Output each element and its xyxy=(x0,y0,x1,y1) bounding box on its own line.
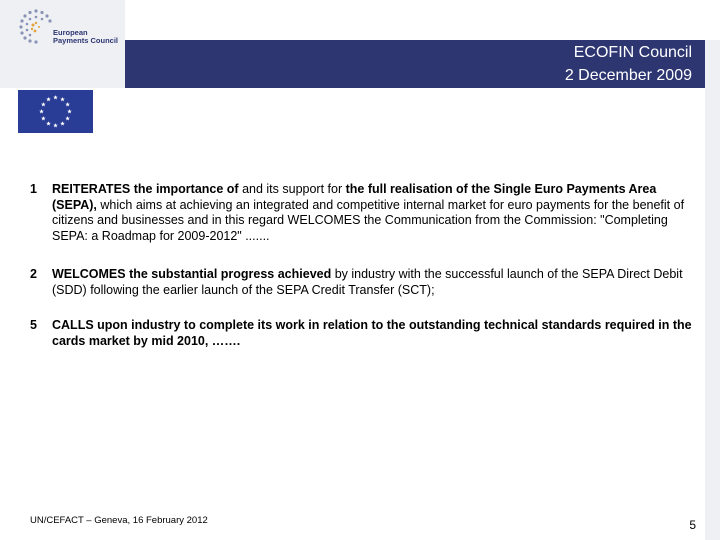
eu-flag-icon xyxy=(18,90,93,133)
item-text xyxy=(52,318,702,349)
item-text-run: which aims at achieving an integrated and competitive internal market for euro payments for the benefit of citizens and businesses and in this regard WELCOMES the Communication from the Commission: "Completing SEPA: a Roadmap for 2009-2012" ....... xyxy=(52,197,685,243)
logo-text xyxy=(53,29,118,45)
title-line1: ECOFIN Council xyxy=(573,44,692,61)
slide-title xyxy=(565,41,692,87)
item-text-run: by industry with the successful launch of the SEPA Direct Debit (SDD) following the earlier launch of the SEPA Credit Transfer (SCT); xyxy=(52,267,683,297)
item-text-run: and its support for xyxy=(242,182,346,196)
item-text-run: WELCOMES the substantial progress achieved xyxy=(52,267,335,281)
logo-line1: European xyxy=(53,28,88,37)
item-number: 1 xyxy=(30,182,37,196)
item-number: 2 xyxy=(30,267,37,281)
epc-logo xyxy=(0,0,125,75)
item-text-run: the full realisation of the Single Euro Payments Area (SEPA), xyxy=(52,182,657,212)
page-number: 5 xyxy=(689,518,696,532)
epc-logo-icon xyxy=(18,8,54,44)
footer-text: UN/CEFACT – Geneva, 16 February 2012 xyxy=(30,515,208,526)
item-text-run: CALLS upon industry to complete its work in relation to the outstanding technical standards required in the cards market by mid 2010, ……. xyxy=(52,318,692,348)
item-text xyxy=(52,182,702,244)
logo-line2: Payments Council xyxy=(53,36,119,45)
title-line2: 2 December 2009 xyxy=(564,67,692,84)
item-text xyxy=(52,267,702,298)
item-number: 5 xyxy=(30,318,37,332)
item-text-run: REITERATES the importance of xyxy=(52,182,243,196)
right-decor-bar xyxy=(705,88,720,540)
